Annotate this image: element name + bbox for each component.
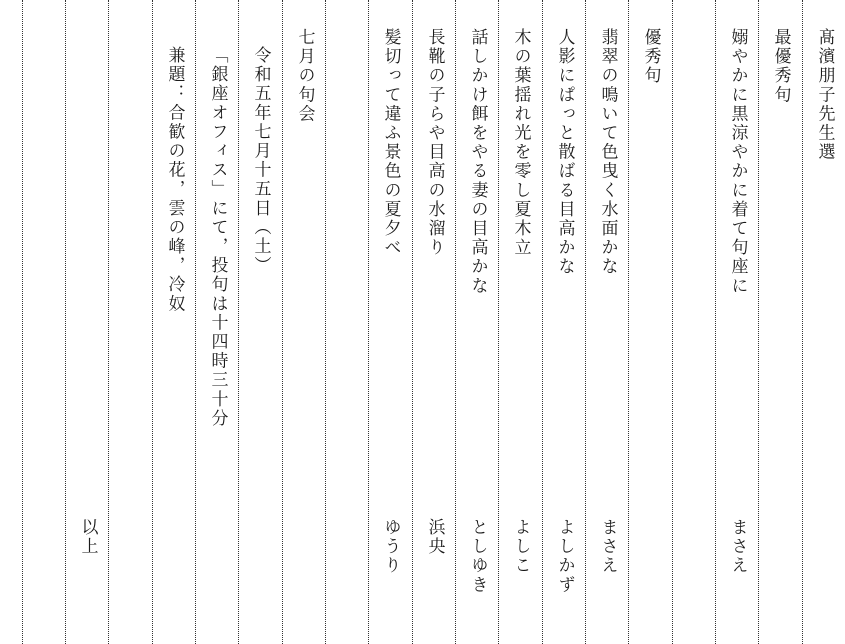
haiku-entry bbox=[542, 0, 586, 644]
haiku-author: よしかず bbox=[554, 518, 575, 595]
closing-column bbox=[65, 0, 109, 644]
haiku-text: 嫋やかに黒涼やかに着て句座に bbox=[727, 28, 748, 296]
haiku-entry bbox=[368, 0, 412, 644]
meeting-place-column bbox=[195, 0, 239, 644]
haiku-text: 長靴の子らや目高の水溜り bbox=[424, 28, 445, 258]
meeting-date: 令和五年七月十五日（土） bbox=[250, 46, 271, 276]
meeting-place: 「銀座オフィス」にて，投句は十四時三十分 bbox=[207, 46, 228, 428]
haiku-text: 話しかけ餌をやる妻の目高かな bbox=[467, 28, 488, 296]
haiku-entry bbox=[498, 0, 542, 644]
meeting-themes-column bbox=[152, 0, 196, 644]
haiku-text: 木の葉揺れ光を零し夏木立 bbox=[510, 28, 531, 258]
ruled-line bbox=[22, 0, 23, 644]
haiku-entry bbox=[715, 0, 759, 644]
haiku-author: まさえ bbox=[727, 518, 748, 576]
haiku-text: 翡翠の鳴いて色曳く水面かな bbox=[597, 28, 618, 277]
haiku-author: としゆき bbox=[467, 518, 488, 595]
haiku-author: よしこ bbox=[510, 518, 531, 576]
excellent-heading-column bbox=[628, 0, 672, 644]
next-meeting-title: 七月の句会 bbox=[294, 28, 315, 124]
closing-text: 以上 bbox=[77, 518, 98, 557]
haiku-author: 浜央 bbox=[424, 518, 445, 557]
meeting-themes: 兼題：合歓の花，雲の峰，冷奴 bbox=[164, 46, 185, 314]
haiku-author: まさえ bbox=[597, 518, 618, 576]
haiku-entry bbox=[412, 0, 456, 644]
top-award-heading-column bbox=[758, 0, 802, 644]
haiku-text: 髪切って違ふ景色の夏夕べ bbox=[380, 28, 401, 258]
excellent-heading: 優秀句 bbox=[640, 28, 661, 86]
haiku-entry bbox=[455, 0, 499, 644]
haiku-entry bbox=[585, 0, 629, 644]
haiku-author: ゆうり bbox=[380, 518, 401, 576]
selector-title: 髙濱朋子先生選 bbox=[814, 28, 835, 162]
ruled-line bbox=[672, 0, 673, 644]
next-meeting-title-column bbox=[282, 0, 326, 644]
selector-column bbox=[802, 0, 845, 644]
haiku-text: 人影にぱっと散ばる目高かな bbox=[554, 28, 575, 277]
meeting-date-column bbox=[238, 0, 282, 644]
top-award-heading: 最優秀句 bbox=[770, 28, 791, 105]
